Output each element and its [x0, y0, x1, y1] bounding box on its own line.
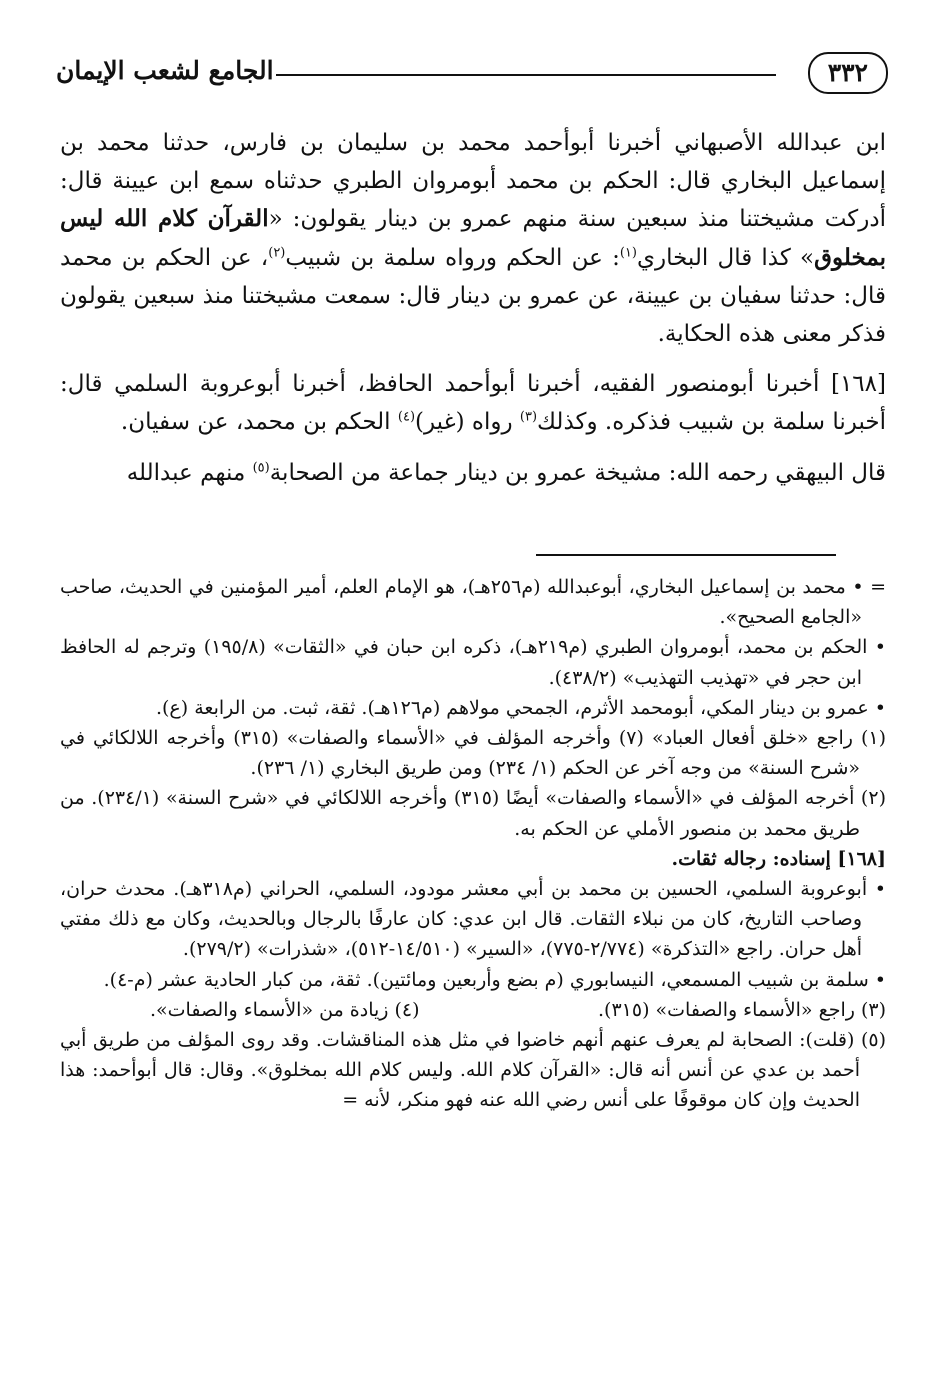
text-line: ، عن الحكم بن	[121, 244, 269, 271]
text-line: محمد قال: حدثنا سفيان بن عيينة، عن عمرو بن دينار قال: سمعت مشيختنا منذ	[60, 244, 886, 309]
footnote-ref-5[interactable]: (٥)	[252, 459, 270, 475]
footnotes	[60, 572, 886, 1116]
bio-amr	[60, 693, 886, 723]
text-line: أخبرنا سلمة بن شبيب فذكره. وكذلك	[537, 409, 886, 436]
note-line: • أبوعروبة السلمي، الحسين بن محمد بن أبي معشر مودود، السلمي، الحراني (م٣١٨هـ).	[173, 878, 887, 901]
main-paragraph-168	[60, 365, 886, 441]
footnote-3: (٣) راجع «الأسماء والصفات» (٣١٥).	[597, 998, 886, 1021]
bio-abu-aruba	[60, 874, 886, 965]
text-line: إسماعيل البخاري قال: الحكم بن محمد أبومروان الطبري حدثناه سمع ابن عيينة قال:	[60, 168, 886, 195]
footnote-1	[60, 723, 886, 783]
bio-hakam	[60, 632, 886, 692]
note-line: = • محمد بن إسماعيل البخاري، أبوعبدالله (م٢٥٦هـ)، هو الإمام العلم، أمير المؤمنين في	[188, 576, 887, 598]
note-line: محدث حران، وصاحب التاريخ، كان من نبلاء الثقات. قال ابن عدي: كان عارفًا	[60, 878, 862, 931]
bio-bukhari	[60, 572, 886, 632]
footnote-ref-4[interactable]: (٤)	[397, 409, 416, 425]
note-line: «السير» (١٤/٥١٠-٥١٢)، «شذرات» (٢٧٩/٢).	[182, 938, 534, 961]
note-line: بالرجال وبالحديث، وكان مع ذلك مفتي أهل حران. راجع «التذكرة» (٢/٧٧٤-٧٧٥)،	[60, 908, 862, 961]
note-line: (٢) أخرجه المؤلف في «الأسماء والصفات» أيضًا (٣١٥) وأخرجه اللالكائي في «شرح السنة»	[165, 787, 886, 810]
note-line: • عمرو بن دينار المكي، أبومحمد الأثرم، الجمحي مولاهم (م١٢٦هـ). ثقة، ثبت. من	[251, 696, 886, 719]
note-line: (١) راجع «خلق أفعال العباد» (٧) وأخرجه المؤلف في «الأسماء والصفات» (٣١٥) وأخرجه	[166, 727, 886, 750]
main-paragraph-3	[60, 454, 886, 492]
text-line: ابن عبدالله الأصبهاني أخبرنا أبوأحمد محمد بن سليمان بن فارس، حدثنا محمد بن	[60, 130, 886, 156]
text-line: [١٦٨] أخبرنا أبومنصور الفقيه، أخبرنا أبوأحمد الحافظ، أخبرنا أبوعروبة السلمي قال:	[60, 371, 886, 398]
main-text	[60, 124, 886, 492]
text-line: رواه (غير)	[415, 409, 520, 436]
footnote-ref-3[interactable]: (٣)	[519, 409, 538, 425]
note-line: وترجم له الحافظ ابن حجر في «تهذيب التهذيب» (٤٣٨/٢).	[60, 636, 862, 689]
footnote-2	[60, 783, 886, 843]
note-line: الرابعة (ع).	[155, 696, 246, 719]
page-header	[56, 52, 888, 100]
main-paragraph-1	[60, 124, 886, 353]
quoted-saying-end: بمخلوق	[814, 243, 887, 271]
note-line: (٢٣٤/١). من طريق محمد بن منصور الأملي عن الحكم به.	[60, 787, 860, 840]
note-line: الحديث، صاحب «الجامع الصحيح».	[60, 576, 862, 629]
text-line: قال البيهقي رحمه الله: مشيخة عمرو بن دينار جماعة من الصحابة	[269, 459, 886, 486]
footnotes-3-4	[60, 995, 886, 1025]
footnote-ref-1[interactable]: (١)	[619, 244, 637, 260]
note-line: اللالكائي في «شرح السنة» من وجه آخر عن الحكم (١/ ٢٣٤) ومن طريق البخاري (١/ ٢٣٦).	[60, 727, 860, 780]
header-rule	[276, 74, 776, 76]
note-line: • سلمة بن شبيب المسمعي، النيسابوري (م بضع وأربعين ومائتين). ثقة، من كبار الحادية	[203, 968, 886, 991]
note-line: عشر (م-٤).	[103, 968, 198, 991]
footnote-168: [١٦٨] إسناده: رجاله ثقات.	[671, 847, 886, 870]
footnote-4: (٤) زيادة من «الأسماء والصفات».	[150, 998, 420, 1021]
quoted-saying: القرآن كلام الله ليس	[60, 205, 269, 233]
note-line: • الحكم بن محمد، أبومروان الطبري (م٢١٩هـ)، ذكره ابن حبان في «الثقات» (١٩٥/٨)	[203, 636, 886, 659]
text-line: سبعين يقولون فذكر معنى هذه الحكاية.	[60, 282, 886, 348]
running-title: الجامع لشعب الإيمان	[56, 56, 274, 85]
footnote-ref-2[interactable]: (٢)	[268, 244, 286, 260]
bio-salama	[60, 965, 886, 995]
footnote-5	[60, 1025, 886, 1116]
text-line: أدركت مشيختنا منذ سبعين سنة منهم عمرو بن دينار يقولون: «	[268, 206, 886, 233]
text-line: الحكم بن محمد، عن سفيان.	[120, 409, 398, 436]
footnote-separator	[536, 554, 836, 556]
text-line: منهم عبدالله	[126, 459, 253, 486]
text-line: » كذا قال البخاري	[636, 244, 815, 271]
note-line: طريق أبي أحمد بن عدي عن أنس أنه قال: «القرآن كلام الله. وليس كلام الله بمخلوق».	[60, 1029, 860, 1082]
note-line: (٥) (قلت): الصحابة لم يعرف عنهم أنهم خاضوا في مثل هذه المناقشات. وقد روى المؤلف من	[146, 1029, 886, 1052]
text-line: : عن الحكم ورواه سلمة بن شبيب	[285, 244, 620, 271]
note-line: وقال: قال أبوأحمد: هذا الحديث وإن كان موقوفًا على أنس رضي الله عنه فهو منكر، لأنه =	[60, 1059, 860, 1112]
page-number: ٣٣٢	[808, 52, 888, 94]
